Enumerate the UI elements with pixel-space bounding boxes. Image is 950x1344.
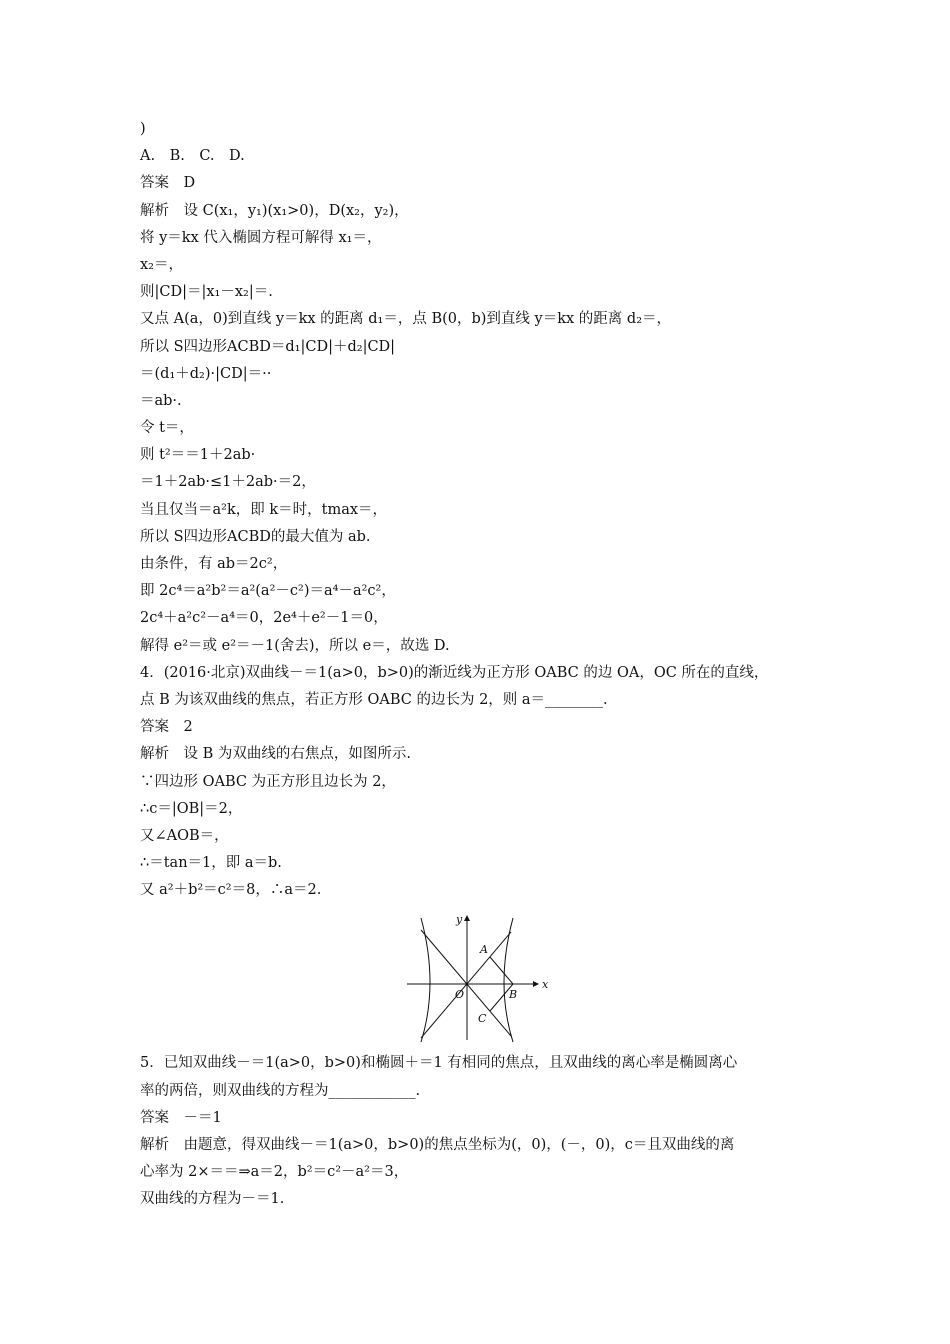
problem-4-line: 4．(2016·北京)双曲线－＝1(a>0，b>0)的渐近线为正方形 OABC 的边 OA，OC 所在的直线， [140,664,769,681]
answer-line: 答案 －＝1 [140,1109,222,1126]
hyperbola-left-branch [421,918,430,1042]
solution-line: 心率为 2×＝＝⇒a＝2，b²＝c²－a²＝3， [140,1164,409,1181]
problem-5-line: 5．已知双曲线－＝1(a>0，b>0)和椭圆＋＝1 有相同的焦点，且双曲线的离心率是椭圆离心 [140,1055,738,1072]
solution-line: 当且仅当＝a²k，即 k＝时，tmax＝， [140,501,388,518]
solution-line: 又∠AOB＝， [140,827,229,844]
solution-line: ＝(d₁＋d₂)·|CD|＝·· [140,365,272,382]
hyperbola-figure [140,910,840,1046]
solution-line: 令 t＝， [140,420,194,437]
label-a: A [480,943,488,957]
answer-options: A. B. C. D. [140,148,245,165]
hyperbola-diagram [405,910,555,1046]
label-o: O [455,988,465,1002]
solution-line: ＝1＋2ab·≤1＋2ab·＝2， [140,474,316,491]
solution-line: x₂＝， [140,256,183,273]
solution-line: 又 a²＋b²＝c²＝8，∴a＝2. [140,882,322,899]
text-line: ) [140,121,146,137]
solution-line: 双曲线的方程为－＝1. [140,1191,285,1208]
solution-line: 即 2c⁴＝a²b²＝a²(a²－c²)＝a⁴－a²c²， [140,583,396,600]
solution-line: ∵四边形 OABC 为正方形且边长为 2， [140,773,396,790]
solution-line: 将 y＝kx 代入椭圆方程可解得 x₁＝， [140,229,382,246]
answer-line: 答案 D [140,175,196,192]
label-b: B [509,988,518,1002]
asymptote-2 [421,932,511,1038]
solution-line: 则|CD|＝|x₁－x₂|＝. [140,284,273,301]
label-y: y [456,913,463,927]
problem-4-line: 点 B 为该双曲线的焦点，若正方形 OABC 的边长为 2，则 a＝________. [140,691,608,708]
solution-line: 解得 e²＝或 e²＝－1(舍去)，所以 e＝，故选 D. [140,637,450,654]
label-c: C [478,1012,487,1026]
document-page [140,116,840,1214]
label-x: x [542,978,549,992]
solution-line: 又点 A(a，0)到直线 y＝kx 的距离 d₁＝，点 B(0，b)到直线 y＝kx 的距离 d₂＝， [140,311,672,328]
solution-line: 解析 由题意，得双曲线－＝1(a>0，b>0)的焦点坐标为(，0)，(－，0)，c＝且双曲线的离 [140,1137,735,1153]
solution-line: ∴＝tan＝1，即 a＝b. [140,855,282,872]
solution-line: 2c⁴＋a²c²－a⁴＝0，2e⁴＋e²－1＝0， [140,610,388,627]
solution-line: 所以 S四边形ACBD＝d₁|CD|＋d₂|CD| [140,338,396,355]
solution-line: 所以 S四边形ACBD的最大值为 ab. [140,528,371,545]
hyperbola-right-branch [504,918,513,1042]
solution-line: 由条件，有 ab＝2c²， [140,556,288,572]
solution-line: 则 t²＝＝1＋2ab· [140,447,256,464]
square-side-ab [490,957,513,984]
solution-line: ∴c＝|OB|＝2， [140,800,243,817]
asymptote-1 [421,930,511,1036]
answer-line: 答案 2 [140,719,193,736]
problem-5-line: 率的两倍，则双曲线的方程为____________. [140,1082,421,1099]
solution-line: 解析 设 B 为双曲线的右焦点，如图所示. [140,746,411,763]
solution-line: ＝ab·. [140,392,182,409]
solution-line: 解析 设 C(x₁，y₁)(x₁>0)，D(x₂，y₂)， [140,202,409,219]
